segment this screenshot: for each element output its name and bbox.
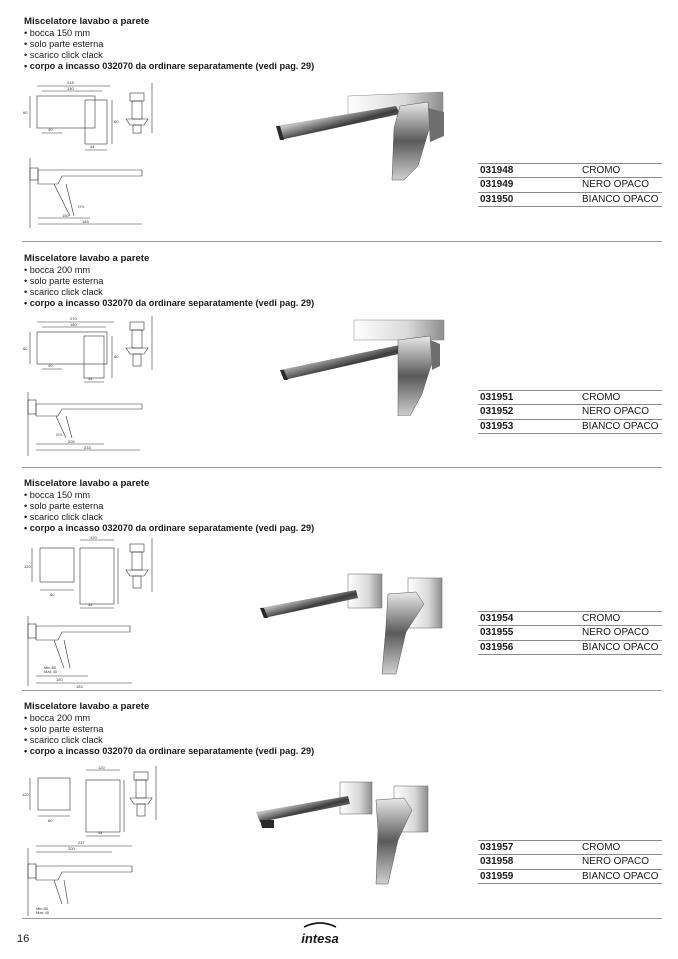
section-title: Miscelatore lavabo a parete	[24, 478, 150, 489]
article-code: 031958	[480, 856, 514, 868]
intesa-logo	[290, 919, 350, 949]
svg-text:60: 60	[48, 818, 53, 823]
article-code: 031959	[480, 870, 514, 882]
svg-text:40: 40	[48, 127, 53, 132]
bullet: • scarico click clack	[24, 512, 103, 522]
code-row	[478, 163, 662, 177]
section-divider	[22, 690, 662, 691]
svg-text:183: 183	[82, 219, 89, 224]
logo-text: intesa	[301, 931, 339, 946]
svg-text:150: 150	[62, 213, 69, 218]
svg-text:120: 120	[24, 564, 31, 569]
svg-text:200: 200	[68, 846, 75, 851]
technical-drawing	[22, 78, 162, 230]
svg-text:60: 60	[23, 110, 28, 115]
faucet-image	[268, 88, 448, 184]
svg-text:233: 233	[84, 445, 91, 450]
bullet: • scarico click clack	[24, 287, 103, 297]
svg-text:120: 120	[98, 765, 105, 770]
finish-label: NERO OPACO	[582, 406, 650, 418]
svg-text:183: 183	[76, 684, 83, 689]
bullet: • solo parte esterna	[24, 39, 104, 49]
code-row	[478, 640, 662, 655]
faucet-image	[252, 780, 436, 888]
article-code: 031956	[480, 641, 514, 653]
bullet: • solo parte esterna	[24, 501, 104, 511]
finish-label: BIANCO OPACO	[582, 641, 659, 653]
code-row	[478, 390, 662, 404]
code-row	[478, 611, 662, 625]
code-row	[478, 625, 662, 639]
article-code: 031953	[480, 420, 514, 432]
finish-label: NERO OPACO	[582, 856, 650, 868]
code-row	[478, 177, 662, 191]
article-code: 031948	[480, 165, 514, 176]
svg-text:Min 80: Min 80	[44, 665, 57, 670]
svg-text:44: 44	[88, 376, 93, 381]
finish-label: CROMO	[582, 165, 621, 176]
code-row	[478, 869, 662, 884]
article-code: 031950	[480, 193, 514, 205]
svg-text:44: 44	[90, 144, 95, 149]
section-title: Miscelatore lavabo a parete	[24, 701, 150, 712]
code-table	[478, 840, 662, 884]
bullet: • bocca 150 mm	[24, 490, 91, 500]
code-row	[478, 419, 662, 434]
svg-text:270: 270	[70, 316, 77, 321]
code-row	[478, 404, 662, 418]
svg-text:44: 44	[88, 602, 93, 607]
svg-text:44: 44	[98, 830, 103, 835]
svg-text:218: 218	[67, 80, 74, 85]
section-title: Miscelatore lavabo a parete	[24, 16, 150, 27]
faucet-image	[274, 316, 450, 416]
finish-label: NERO OPACO	[582, 179, 650, 191]
technical-drawing	[22, 314, 162, 458]
svg-text:180: 180	[70, 322, 77, 327]
svg-text:Max 40: Max 40	[36, 910, 50, 915]
svg-text:120: 120	[22, 792, 29, 797]
bullet: • corpo a incasso 032070 da ordinare separatamente (vedi pag. 29)	[24, 746, 315, 756]
bullet: • corpo a incasso 032070 da ordinare separatamente (vedi pag. 29)	[24, 61, 315, 71]
finish-label: BIANCO OPACO	[582, 420, 659, 432]
finish-label: CROMO	[582, 392, 621, 403]
finish-label: NERO OPACO	[582, 627, 650, 639]
technical-drawing	[22, 764, 162, 918]
code-row	[478, 192, 662, 207]
article-code: 031951	[480, 392, 514, 403]
article-code: 031957	[480, 842, 514, 853]
bullet: • scarico click clack	[24, 50, 103, 60]
section-divider	[22, 241, 662, 242]
finish-label: BIANCO OPACO	[582, 870, 659, 882]
finish-label: CROMO	[582, 613, 621, 624]
code-table	[478, 163, 662, 207]
svg-text:60: 60	[23, 346, 28, 351]
section-divider	[22, 467, 662, 468]
bullet: • solo parte esterna	[24, 724, 104, 734]
svg-text:60: 60	[114, 354, 119, 359]
svg-text:217: 217	[78, 840, 85, 845]
bullet: • solo parte esterna	[24, 276, 104, 286]
bullet: • scarico click clack	[24, 735, 103, 745]
svg-text:Max 40: Max 40	[44, 669, 58, 674]
bullet: • bocca 150 mm	[24, 28, 91, 38]
svg-text:40: 40	[48, 363, 53, 368]
page-number: 16	[17, 933, 30, 945]
svg-text:60: 60	[50, 592, 55, 597]
svg-text:60: 60	[114, 119, 119, 124]
section-title: Miscelatore lavabo a parete	[24, 253, 150, 264]
code-row	[478, 854, 662, 868]
faucet-image	[256, 570, 448, 678]
bullet: • corpo a incasso 032070 da ordinare separatamente (vedi pag. 29)	[24, 298, 315, 308]
article-code: 031949	[480, 179, 514, 191]
bullet: • bocca 200 mm	[24, 265, 91, 275]
svg-text:Min 80: Min 80	[36, 906, 49, 911]
svg-text:120: 120	[90, 536, 97, 540]
code-table	[478, 390, 662, 434]
svg-text:150: 150	[56, 677, 63, 682]
finish-label: BIANCO OPACO	[582, 193, 659, 205]
svg-text:G½: G½	[56, 432, 63, 437]
bullet: • bocca 200 mm	[24, 713, 91, 723]
code-table	[478, 611, 662, 655]
finish-label: CROMO	[582, 842, 621, 853]
svg-text:130: 130	[67, 86, 74, 91]
article-code: 031952	[480, 406, 514, 418]
svg-text:G½: G½	[78, 204, 85, 209]
article-code: 031954	[480, 613, 514, 624]
technical-drawing	[22, 536, 162, 690]
bullet: • corpo a incasso 032070 da ordinare separatamente (vedi pag. 29)	[24, 523, 315, 533]
svg-text:200: 200	[68, 439, 75, 444]
article-code: 031955	[480, 627, 514, 639]
code-row	[478, 840, 662, 854]
